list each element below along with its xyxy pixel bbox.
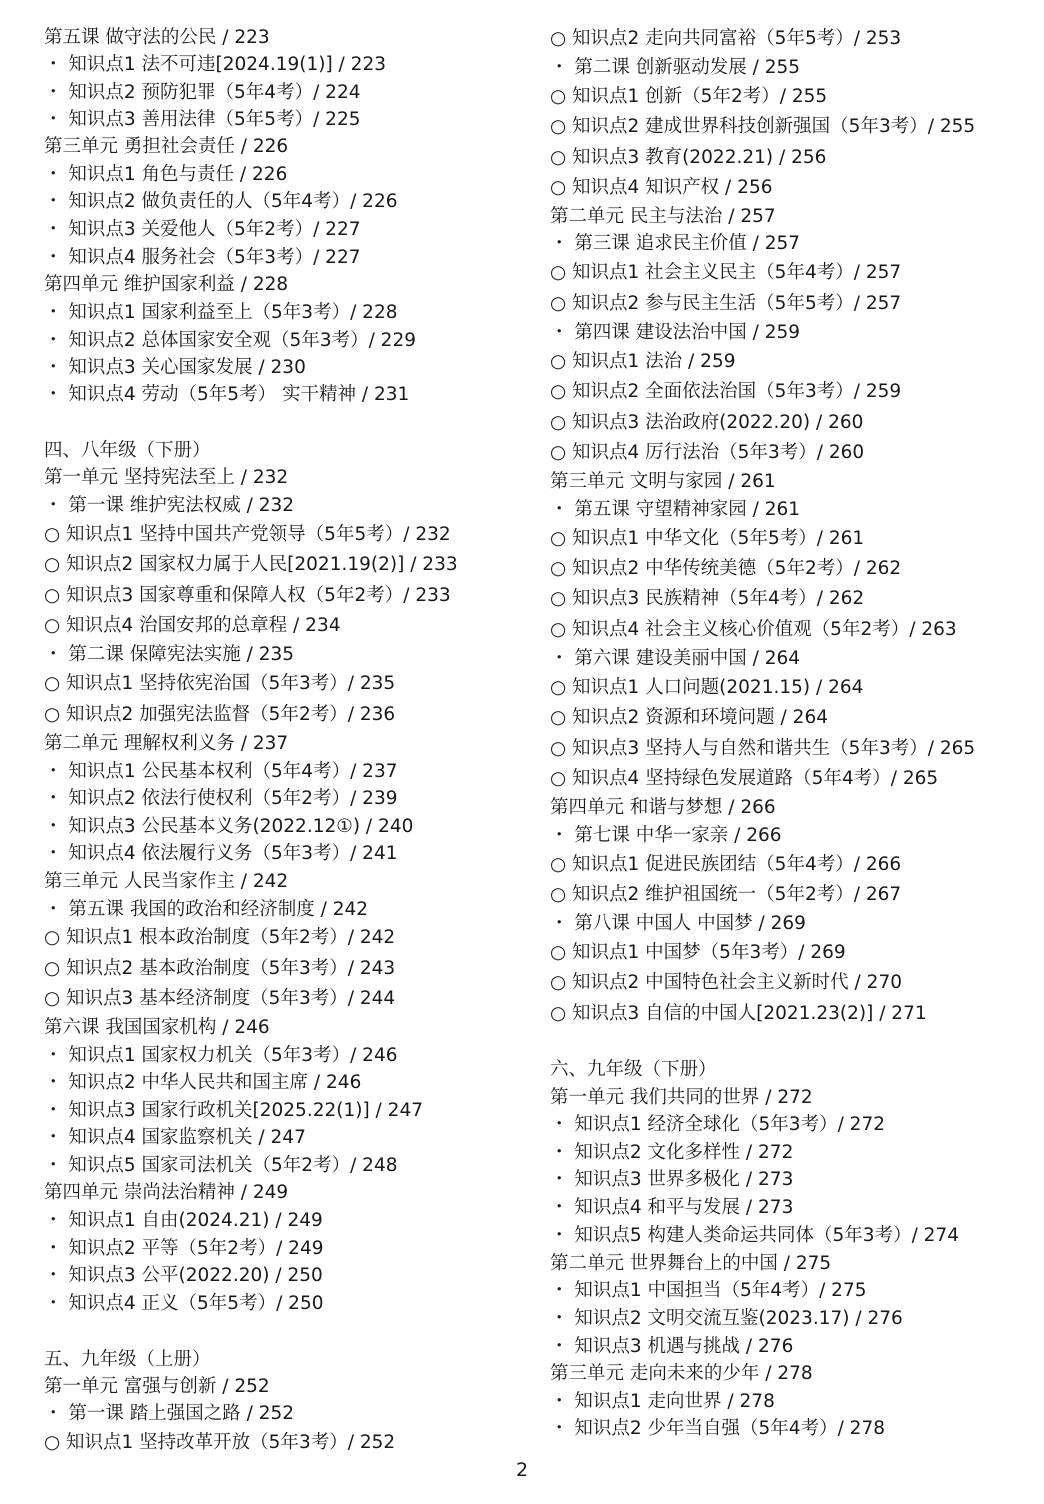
toc-entry: ・ 第二课 保障宪法实施 / 235 — [44, 644, 295, 665]
toc-entry: ○ 知识点1 中国梦（5年3考）/ 269 — [550, 942, 846, 963]
toc-entry: ・ 知识点2 预防犯罪（5年4考）/ 224 — [44, 82, 361, 103]
toc-entry: ・ 第三课 追求民主价值 / 257 — [550, 233, 801, 254]
toc-entry: 第一单元 我们共同的世界 / 272 — [550, 1087, 813, 1108]
toc-entry: 第三单元 勇担社会责任 / 226 — [44, 136, 289, 157]
toc-entry: ○ 知识点1 促进民族团结（5年4考）/ 266 — [550, 854, 902, 875]
toc-entry: ・ 知识点2 文化多样性 / 272 — [550, 1142, 794, 1163]
toc-entry: 第三单元 人民当家作主 / 242 — [44, 871, 289, 892]
toc-entry: ・ 第五课 守望精神家园 / 261 — [550, 499, 801, 520]
toc-entry: ○ 知识点3 自信的中国人[2021.23(2)] / 271 — [550, 1003, 927, 1024]
toc-entry: ○ 知识点4 坚持绿色发展道路（5年4考）/ 265 — [550, 768, 939, 789]
toc-entry: ○ 知识点2 中华传统美德（5年2考）/ 262 — [550, 558, 902, 579]
toc-entry: ○ 知识点2 维护祖国统一（5年2考）/ 267 — [550, 884, 902, 905]
toc-entry: ・ 知识点3 机遇与挑战 / 276 — [550, 1336, 794, 1357]
toc-entry: ○ 知识点4 知识产权 / 256 — [550, 177, 773, 198]
toc-entry: ○ 知识点1 根本政治制度（5年2考）/ 242 — [44, 927, 396, 948]
toc-entry: ・ 知识点3 善用法律（5年5考）/ 225 — [44, 109, 361, 130]
toc-entry: ○ 知识点2 资源和环境问题 / 264 — [550, 707, 828, 728]
section-heading: 六、九年级（下册） — [550, 1059, 717, 1080]
toc-entry: ・ 知识点4 和平与发展 / 273 — [550, 1197, 794, 1218]
toc-entry: 第六课 我国国家机构 / 246 — [44, 1017, 270, 1038]
toc-entry: 第四单元 和谐与梦想 / 266 — [550, 797, 776, 818]
toc-entry: ・ 知识点3 关心国家发展 / 230 — [44, 357, 306, 378]
toc-entry: ・ 知识点3 世界多极化 / 273 — [550, 1169, 794, 1190]
toc-entry: ・ 知识点3 公平(2022.20) / 250 — [44, 1265, 323, 1286]
toc-entry: ・ 知识点1 角色与责任 / 226 — [44, 164, 288, 185]
toc-entry: ・ 知识点1 公民基本权利（5年4考）/ 237 — [44, 761, 398, 782]
page-number: 2 — [515, 1459, 529, 1481]
toc-entry: 第二单元 民主与法治 / 257 — [550, 206, 776, 227]
toc-entry: ○ 知识点2 全面依法治国（5年3考）/ 259 — [550, 381, 902, 402]
toc-entry: ・ 知识点2 中华人民共和国主席 / 246 — [44, 1072, 362, 1093]
toc-entry: ○ 知识点2 国家权力属于人民[2021.19(2)] / 233 — [44, 554, 458, 575]
section-heading: 五、九年级（上册） — [44, 1349, 211, 1370]
toc-entry: ・ 第二课 创新驱动发展 / 255 — [550, 57, 801, 78]
toc-entry: ・ 第四课 建设法治中国 / 259 — [550, 322, 801, 343]
toc-entry: ・ 知识点4 国家监察机关 / 247 — [44, 1127, 306, 1148]
toc-entry: ○ 知识点3 民族精神（5年4考）/ 262 — [550, 588, 865, 609]
toc-entry: 第二单元 理解权利义务 / 237 — [44, 733, 289, 754]
toc-entry: ・ 知识点4 依法履行义务（5年3考）/ 241 — [44, 843, 398, 864]
toc-entry: ○ 知识点1 中华文化（5年5考）/ 261 — [550, 528, 865, 549]
toc-entry: 第二单元 世界舞台上的中国 / 275 — [550, 1253, 832, 1274]
toc-entry: 第四单元 维护国家利益 / 228 — [44, 274, 289, 295]
toc-entry: ・ 知识点5 构建人类命运共同体（5年3考）/ 274 — [550, 1225, 959, 1246]
toc-entry: ○ 知识点4 厉行法治（5年3考）/ 260 — [550, 442, 865, 463]
toc-entry: ・ 知识点2 做负责任的人（5年4考）/ 226 — [44, 191, 398, 212]
toc-entry: ・ 知识点5 国家司法机关（5年2考）/ 248 — [44, 1155, 398, 1176]
toc-entry: ・ 知识点3 公民基本义务(2022.12①) / 240 — [44, 816, 414, 837]
toc-entry: ・ 知识点1 经济全球化（5年3考）/ 272 — [550, 1114, 885, 1135]
toc-entry: ○ 知识点1 坚持中国共产党领导（5年5考）/ 232 — [44, 524, 451, 545]
toc-entry: 第三单元 文明与家园 / 261 — [550, 471, 776, 492]
toc-entry: ○ 知识点1 人口问题(2021.15) / 264 — [550, 677, 864, 698]
toc-entry: ○ 知识点1 坚持依宪治国（5年3考）/ 235 — [44, 673, 396, 694]
toc-entry: ・ 第八课 中国人 中国梦 / 269 — [550, 913, 806, 934]
toc-entry: ○ 知识点1 坚持改革开放（5年3考）/ 252 — [44, 1432, 396, 1453]
toc-entry: ○ 知识点1 社会主义民主（5年4考）/ 257 — [550, 262, 902, 283]
toc-entry: ○ 知识点4 社会主义核心价值观（5年2考）/ 263 — [550, 619, 957, 640]
toc-entry: ○ 知识点2 加强宪法监督（5年2考）/ 236 — [44, 704, 396, 725]
toc-entry: ・ 第五课 我国的政治和经济制度 / 242 — [44, 899, 369, 920]
toc-entry: ・ 知识点4 劳动（5年5考） 实干精神 / 231 — [44, 384, 410, 405]
toc-entry: ・ 知识点3 国家行政机关[2025.22(1)] / 247 — [44, 1100, 423, 1121]
toc-entry: ○ 知识点2 建成世界科技创新强国（5年3考）/ 255 — [550, 116, 976, 137]
toc-entry: ・ 知识点1 自由(2024.21) / 249 — [44, 1210, 323, 1231]
toc-entry: ・ 第一课 维护宪法权威 / 232 — [44, 495, 295, 516]
toc-entry: ・ 知识点2 少年当自强（5年4考）/ 278 — [550, 1418, 885, 1439]
toc-entry: ・ 知识点1 国家权力机关（5年3考）/ 246 — [44, 1045, 398, 1066]
toc-entry: ・ 知识点2 依法行使权利（5年2考）/ 239 — [44, 788, 398, 809]
toc-entry: ・ 知识点1 中国担当（5年4考）/ 275 — [550, 1280, 867, 1301]
toc-entry: 第一单元 坚持宪法至上 / 232 — [44, 467, 289, 488]
toc-entry: ・ 第一课 踏上强国之路 / 252 — [44, 1403, 295, 1424]
toc-entry: ○ 知识点3 教育(2022.21) / 256 — [550, 147, 827, 168]
toc-entry: 第一单元 富强与创新 / 252 — [44, 1376, 270, 1397]
section-heading: 四、八年级（下册） — [44, 440, 211, 461]
toc-entry: ・ 知识点1 法不可违[2024.19(1)] / 223 — [44, 54, 386, 75]
toc-entry: ・ 知识点2 文明交流互鉴(2023.17) / 276 — [550, 1308, 903, 1329]
toc-entry: ・ 知识点4 服务社会（5年3考）/ 227 — [44, 247, 361, 268]
toc-entry: ○ 知识点1 法治 / 259 — [550, 351, 736, 372]
toc-entry: ・ 知识点2 总体国家安全观（5年3考）/ 229 — [44, 330, 416, 351]
toc-entry: ○ 知识点2 参与民主生活（5年5考）/ 257 — [550, 293, 902, 314]
toc-entry: ○ 知识点3 坚持人与自然和谐共生（5年3考）/ 265 — [550, 738, 976, 759]
toc-entry: ○ 知识点2 基本政治制度（5年3考）/ 243 — [44, 958, 396, 979]
toc-entry: ○ 知识点2 走向共同富裕（5年5考）/ 253 — [550, 28, 902, 49]
toc-entry: ○ 知识点1 创新（5年2考）/ 255 — [550, 86, 828, 107]
toc-entry: ○ 知识点3 法治政府(2022.20) / 260 — [550, 412, 864, 433]
toc-entry: ・ 第七课 中华一家亲 / 266 — [550, 825, 782, 846]
toc-entry: 第三单元 走向未来的少年 / 278 — [550, 1363, 813, 1384]
toc-entry: ・ 知识点4 正义（5年5考）/ 250 — [44, 1293, 324, 1314]
toc-entry: ・ 知识点3 关爱他人（5年2考）/ 227 — [44, 219, 361, 240]
toc-entry: ・ 知识点1 国家利益至上（5年3考）/ 228 — [44, 302, 398, 323]
toc-entry: ○ 知识点4 治国安邦的总章程 / 234 — [44, 615, 341, 636]
toc-entry: 第五课 做守法的公民 / 223 — [44, 27, 270, 48]
toc-entry: ○ 知识点3 国家尊重和保障人权（5年2考）/ 233 — [44, 585, 451, 606]
toc-entry: ・ 知识点2 平等（5年2考）/ 249 — [44, 1238, 324, 1259]
toc-entry: ○ 知识点3 基本经济制度（5年3考）/ 244 — [44, 988, 396, 1009]
toc-entry: ・ 知识点1 走向世界 / 278 — [550, 1391, 775, 1412]
toc-entry: ・ 第六课 建设美丽中国 / 264 — [550, 648, 801, 669]
toc-entry: 第四单元 崇尚法治精神 / 249 — [44, 1182, 289, 1203]
toc-entry: ○ 知识点2 中国特色社会主义新时代 / 270 — [550, 972, 902, 993]
